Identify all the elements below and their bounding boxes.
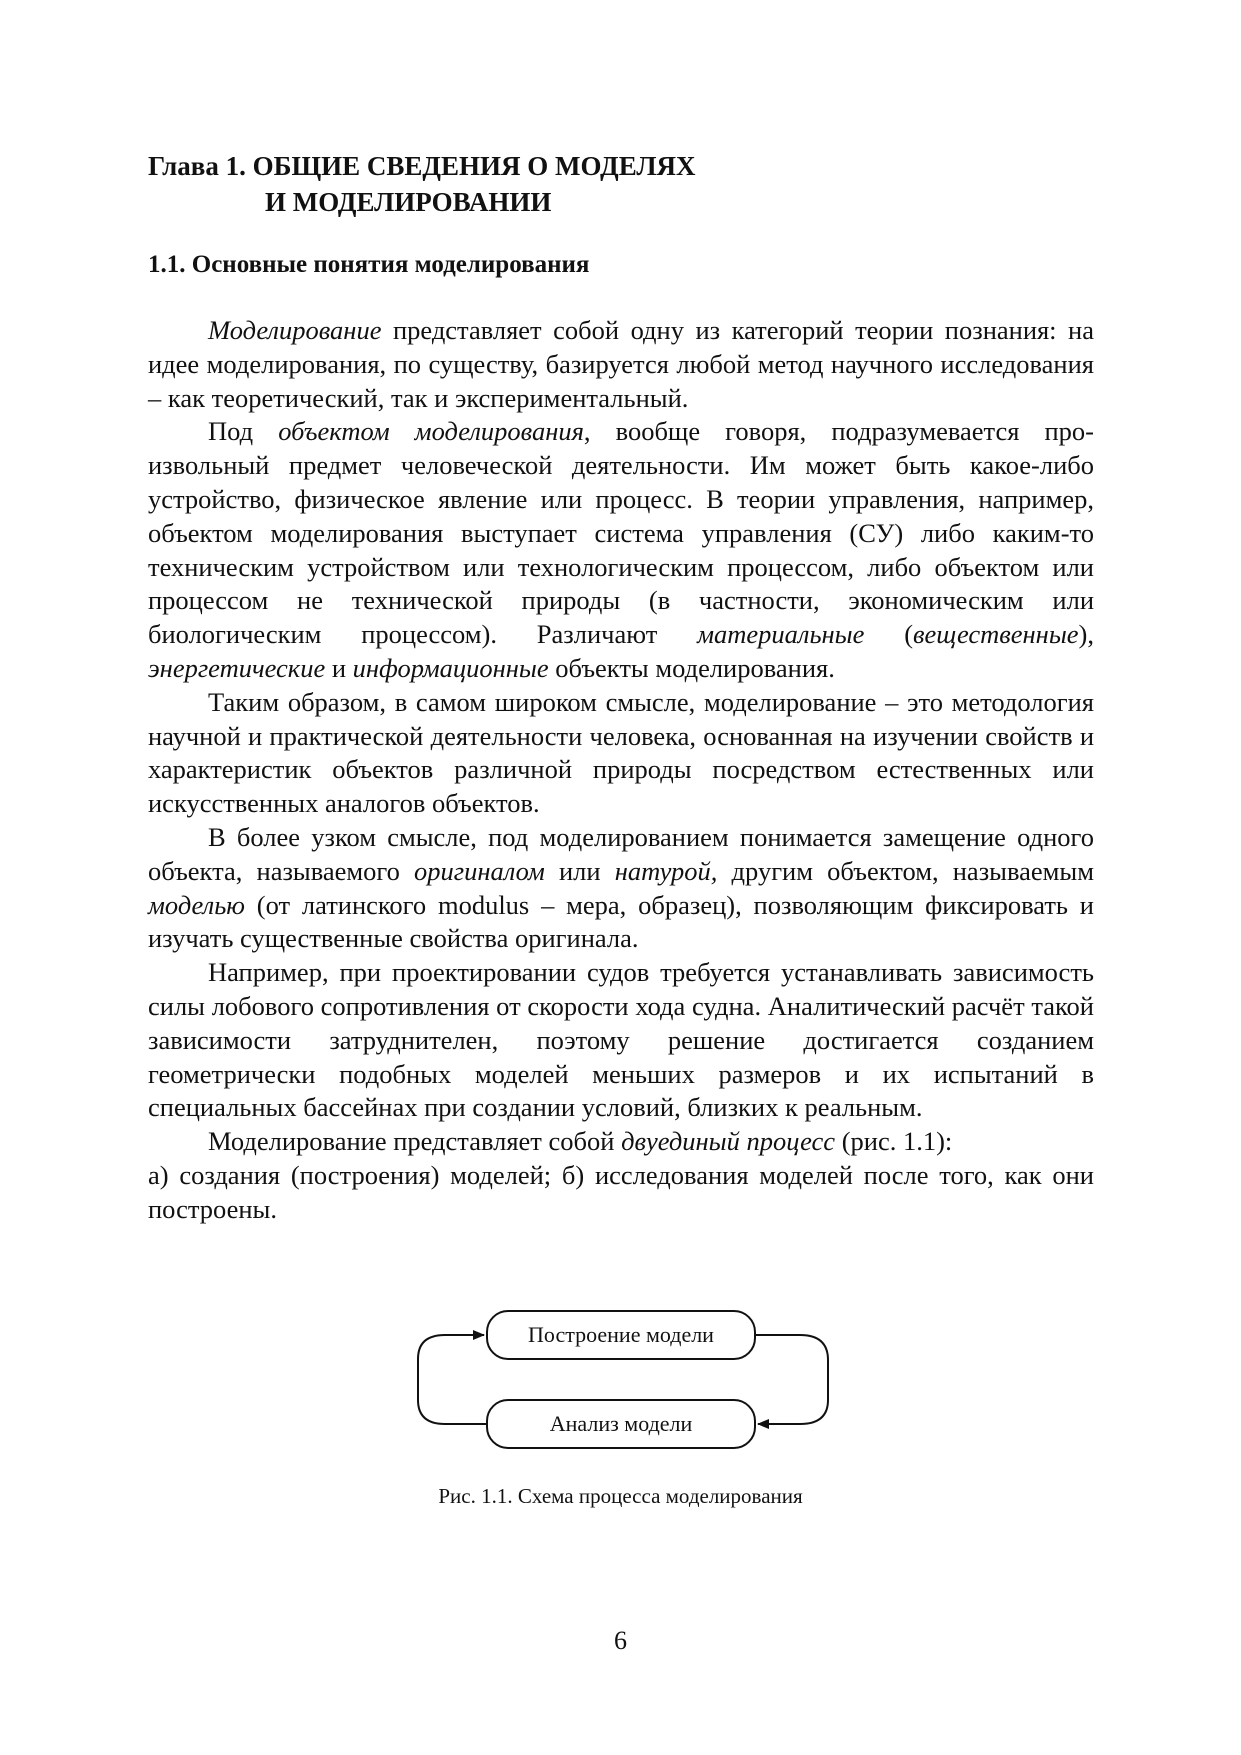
term-material: материальные xyxy=(697,619,865,650)
modeling-process-diagram xyxy=(400,1310,860,1460)
paragraph-6 xyxy=(148,1125,1094,1159)
term-information: информационные xyxy=(352,652,549,683)
text-run: представляет собой одну из категорий теории познания: на идее моделирования, по существу, базируется любой метод научного исследования – как теоретический, так и экспериментальный. xyxy=(148,315,1094,413)
text-run: Моделирование представляет собой xyxy=(208,1126,622,1157)
chapter-title-line1: Глава 1. ОБЩИЕ СВЕДЕНИЯ О МОДЕЛЯХ xyxy=(148,151,696,181)
term-nature: натурой, xyxy=(614,855,718,886)
term-modeling: Моделирование xyxy=(208,315,382,345)
build-model-box: Построение модели xyxy=(486,1310,756,1360)
text-run: ( xyxy=(864,619,914,650)
right-loop-arrow xyxy=(756,1335,828,1424)
text-run: , вообще говоря, подразумевается произвольный предмет человеческой деятельности. Им может быть какое-либо устройство, физическое явление или процесс. В теории управления, например, объектом моделирования выступает система управления (СУ) либо каким-то техническим устройством или технологическим процессом, либо объектом или процессом не технической природы (в частности, экономическим или биологическим процессом). Различают xyxy=(148,416,1094,650)
text-run: Таким образом, в самом широком смысле, моделирование – это методология научной и практической деятельности человека, основанная на изучении свойств и характеристик объектов различной природы посредством естественных или искусственных аналогов объектов. xyxy=(148,686,1094,819)
text-run: (рис. 1.1): xyxy=(835,1126,953,1157)
text-run: а) создания (построения) моделей; б) исследования моделей после того, как они построены. xyxy=(148,1159,1094,1224)
figure-caption: Рис. 1.1. Схема процесса моделирования xyxy=(438,1484,803,1508)
term-original: оригиналом xyxy=(414,855,545,886)
text-run: В более узком смысле, под моделированием понимается замещение одного объекта, называемого xyxy=(148,821,1094,886)
paragraph-3 xyxy=(148,686,1094,821)
term-object: объектом моделирования xyxy=(278,416,584,447)
body-text xyxy=(148,314,1094,1227)
section-title: 1.1. Основные понятия моделирования xyxy=(148,251,590,278)
term-energy: энергетические xyxy=(148,652,326,683)
term-model: моделью xyxy=(148,889,245,920)
chapter-title-line2: И МОДЕЛИРОВАНИИ xyxy=(265,187,552,217)
paragraph-2 xyxy=(148,415,1094,685)
text-run: объекты моделирования. xyxy=(548,652,835,683)
text-run: и xyxy=(325,652,353,683)
analyze-model-box: Анализ модели xyxy=(486,1399,756,1449)
term-dual-process: двуединый процесс xyxy=(621,1126,836,1157)
chapter-title xyxy=(148,148,695,220)
text-run: ), xyxy=(1078,619,1094,650)
term-substantial: вещественные xyxy=(913,619,1079,650)
paragraph-5 xyxy=(148,956,1094,1125)
left-loop-arrow xyxy=(418,1335,486,1424)
text-run: другим объектом, называемым xyxy=(717,855,1094,886)
page-number: 6 xyxy=(614,1626,627,1655)
paragraph-4 xyxy=(148,821,1094,956)
text-run: или xyxy=(544,855,615,886)
text-run: (от латинского modulus – мера, образец), позволяющим фиксировать и изучать существенные свойства оригинала. xyxy=(148,889,1094,954)
text-run: Например, при проектировании судов требуется устанавливать зависимость силы лобового сопротивления от скорости хода судна. Аналитический расчёт такой зависимости затруднителен, поэтому решение достигается созданием геометрически подобных моделей меньших размеров и их испытаний в специальных бассейнах при создании условий, близких к реальным. xyxy=(148,957,1094,1123)
text-run: Под xyxy=(208,416,279,447)
paragraph-7 xyxy=(148,1159,1094,1227)
paragraph-1 xyxy=(148,314,1094,415)
